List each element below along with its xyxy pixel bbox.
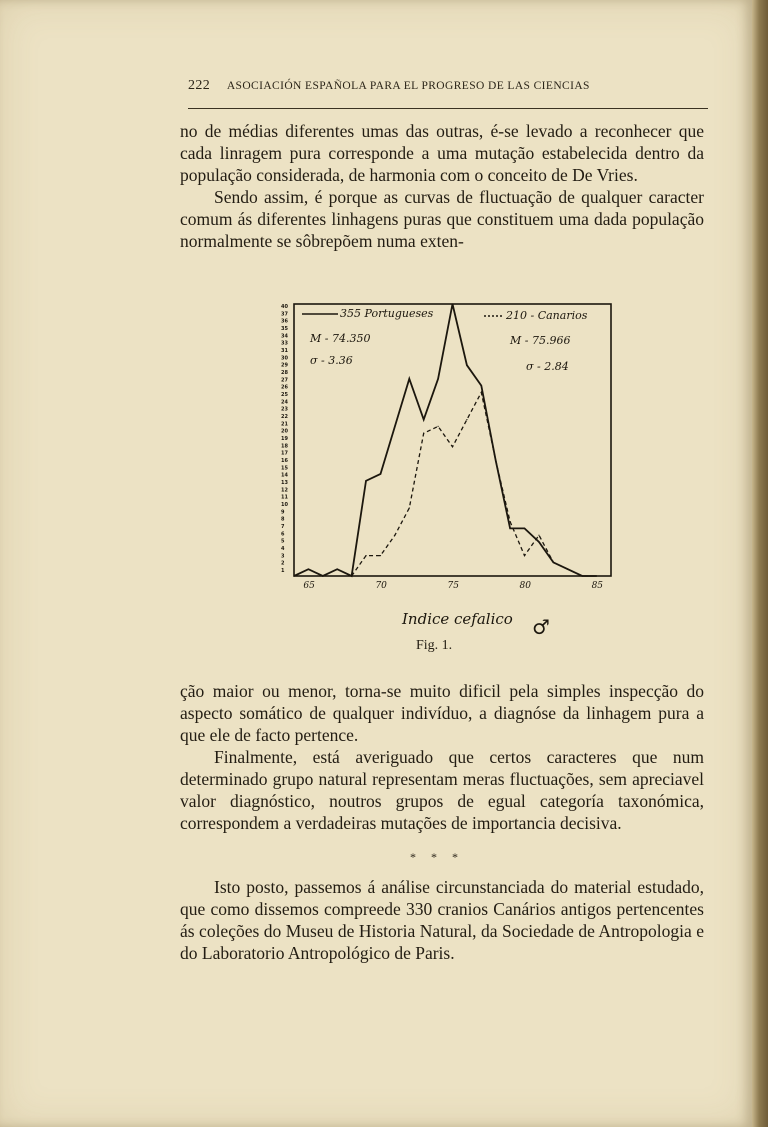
y-tick-label: 35 — [281, 326, 288, 332]
y-tick-label: 23 — [281, 406, 288, 413]
y-tick-label: 7 — [281, 524, 285, 530]
data-point — [365, 555, 366, 556]
x-tick-label: 70 — [375, 581, 387, 591]
x-axis-label: Indice cefalico — [402, 610, 513, 628]
legend-right-sigma: σ - 2.84 — [526, 360, 569, 373]
y-tick-label: 28 — [281, 370, 288, 376]
data-point — [409, 378, 410, 379]
data-point — [524, 528, 525, 529]
y-tick-label: 17 — [281, 450, 288, 457]
y-tick-label: 6 — [281, 531, 285, 538]
y-tick-label: 5 — [281, 538, 285, 545]
page-edge — [752, 0, 768, 1127]
running-header — [188, 78, 708, 94]
data-point — [553, 562, 554, 563]
y-tick-label: 18 — [281, 443, 288, 450]
y-tick-label: 16 — [281, 458, 288, 464]
data-point — [538, 541, 539, 542]
legend-left — [302, 307, 434, 367]
legend-left-label: 355 Portugueses — [340, 307, 434, 320]
header-title: ASOCIACIÓN ESPAÑOLA PARA EL PROGRESO DE LAS CIENCIAS — [226, 80, 590, 92]
y-tick-label: 15 — [281, 465, 288, 472]
data-point — [510, 521, 511, 522]
y-tick-label: 12 — [281, 487, 288, 494]
x-tick-label: 65 — [303, 581, 315, 591]
data-point — [452, 303, 453, 304]
data-point — [351, 575, 352, 576]
y-tick-label: 24 — [281, 399, 288, 406]
y-tick-label: 22 — [281, 414, 288, 420]
y-axis-ticks — [281, 304, 288, 574]
data-point — [293, 575, 294, 576]
y-tick-label: 37 — [281, 311, 288, 318]
data-point — [481, 392, 482, 393]
data-point — [538, 535, 539, 536]
data-point — [423, 433, 424, 434]
legend-left-mean: M - 74.350 — [310, 332, 371, 345]
data-point — [394, 535, 395, 536]
data-point — [394, 426, 395, 427]
page-number: 222 — [188, 78, 211, 93]
data-point — [380, 555, 381, 556]
y-tick-label: 13 — [281, 480, 288, 486]
y-tick-label: 2 — [281, 560, 285, 567]
data-point — [409, 507, 410, 508]
data-point — [567, 569, 568, 570]
y-tick-label: 34 — [281, 333, 288, 340]
y-tick-label: 3 — [281, 553, 285, 560]
data-point — [524, 555, 525, 556]
data-point — [481, 385, 482, 386]
data-point — [337, 569, 338, 570]
data-point — [380, 473, 381, 474]
header-rule — [188, 108, 708, 109]
data-point — [308, 569, 309, 570]
paragraph: Finalmente, está averiguado que certos caracteres que num determinado grupo natural representam meras fluctuações, sem apreciavel valor diagnóstico, noutros grupos de egual categoría taxonómica, correspondem a verdadeiras mutações de importancia decisiva. — [180, 747, 704, 833]
y-tick-label: 29 — [281, 362, 288, 369]
y-tick-label: 30 — [281, 355, 288, 362]
text-block-top — [180, 120, 704, 252]
fluctuation-chart — [276, 296, 626, 639]
male-symbol: ♂ — [532, 615, 550, 639]
y-tick-label: 33 — [281, 340, 288, 347]
legend-right-mean: M - 75.966 — [510, 334, 571, 347]
section-separator: * * * — [410, 850, 464, 864]
y-tick-label: 26 — [281, 384, 288, 391]
y-tick-label: 9 — [281, 509, 285, 516]
data-point — [365, 480, 366, 481]
y-tick-label: 20 — [281, 428, 288, 435]
x-axis-ticks — [303, 581, 603, 591]
paragraph: no de médias diferentes umas das outras, é-se levado a reconhecer que cada linragem pura corresponde a uma mutação estabelecida dentro da população considerada, de harmonia com o conceito de De Vries. — [180, 121, 704, 185]
y-tick-label: 11 — [281, 494, 288, 501]
legend-right — [484, 309, 588, 373]
y-tick-label: 36 — [281, 318, 288, 325]
figure-caption: Fig. 1. — [416, 638, 453, 653]
x-tick-label: 75 — [447, 581, 459, 591]
x-tick-label: 85 — [591, 581, 604, 591]
y-tick-label: 40 — [281, 304, 288, 310]
data-point — [495, 460, 496, 461]
paragraph: Sendo assim, é porque as curvas de fluctuação de qualquer caracter comum ás diferentes linhagens puras que constituem uma dada população normalmente se sôbrepõem numa exten- — [180, 187, 704, 251]
y-tick-label: 14 — [281, 472, 288, 479]
text-block-bottom — [180, 876, 704, 964]
data-point — [466, 419, 467, 420]
y-tick-label: 10 — [281, 502, 288, 508]
x-tick-label: 80 — [519, 581, 531, 591]
y-tick-label: 19 — [281, 436, 288, 442]
y-tick-label: 31 — [281, 348, 288, 354]
y-tick-label: 1 — [281, 568, 285, 574]
y-tick-label: 25 — [281, 392, 288, 398]
y-tick-label: 27 — [281, 377, 288, 384]
legend-right-label: 210 - Canarios — [506, 309, 588, 322]
data-point — [582, 575, 583, 576]
data-point — [437, 426, 438, 427]
data-point — [437, 378, 438, 379]
text-block-mid — [180, 680, 704, 834]
y-tick-label: 4 — [281, 546, 285, 552]
paragraph: Isto posto, passemos á análise circunstanciada do material estudado, que como dissemos compreede 330 cranios Canários antigos pertencentes ás coleções do Museu de Historia Natural, da Sociedade de Antropologia e do Laboratorio Antropológico de Paris. — [180, 877, 704, 963]
paragraph: ção maior ou menor, torna-se muito dificil pela simples inspecção do aspecto somático de qualquer indivíduo, a diagnóse da linhagem pura a que ele de facto pertence. — [180, 681, 704, 745]
series-line-canarios — [352, 392, 597, 576]
y-tick-label: 8 — [281, 516, 285, 523]
data-point — [510, 528, 511, 529]
data-point — [466, 365, 467, 366]
data-point — [423, 419, 424, 420]
data-point — [452, 446, 453, 447]
y-tick-label: 21 — [281, 421, 288, 428]
legend-left-sigma: σ - 3.36 — [310, 354, 353, 367]
data-point — [596, 575, 597, 576]
data-point — [322, 575, 323, 576]
